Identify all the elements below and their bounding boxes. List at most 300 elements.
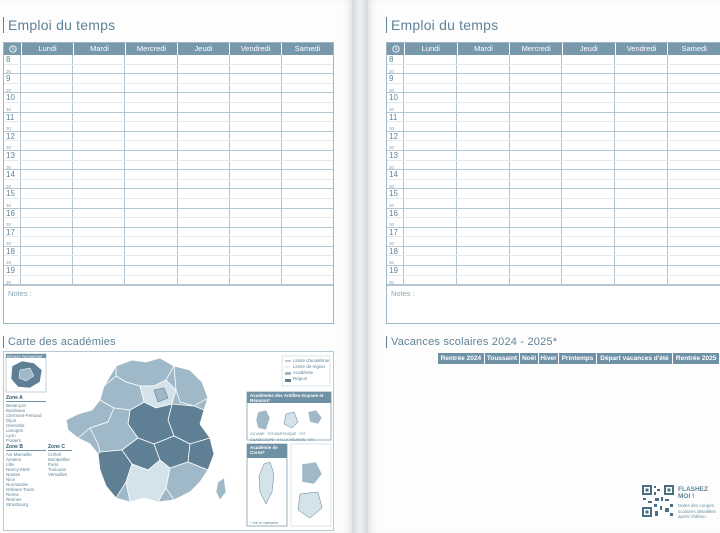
time-cell[interactable]: [21, 209, 73, 218]
time-cell[interactable]: [615, 113, 668, 122]
time-cell[interactable]: [510, 228, 563, 237]
time-cell[interactable]: [73, 170, 125, 179]
time-cell[interactable]: [21, 84, 73, 93]
time-cell[interactable]: [73, 228, 125, 237]
time-cell[interactable]: [230, 199, 282, 208]
time-cell[interactable]: [125, 256, 177, 265]
time-cell[interactable]: [73, 276, 125, 285]
time-cell[interactable]: [457, 170, 510, 179]
time-cell[interactable]: [125, 122, 177, 131]
time-cell[interactable]: [178, 228, 230, 237]
time-cell[interactable]: [282, 151, 333, 160]
time-cell[interactable]: [178, 199, 230, 208]
time-cell[interactable]: [668, 209, 720, 218]
time-cell[interactable]: [21, 151, 73, 160]
time-cell[interactable]: [510, 237, 563, 246]
time-cell[interactable]: [230, 132, 282, 141]
time-cell[interactable]: [282, 141, 333, 150]
time-cell[interactable]: [510, 256, 563, 265]
time-cell[interactable]: [230, 103, 282, 112]
time-cell[interactable]: [73, 65, 125, 74]
time-cell[interactable]: [73, 199, 125, 208]
time-cell[interactable]: [230, 218, 282, 227]
time-cell[interactable]: [230, 180, 282, 189]
time-cell[interactable]: [457, 161, 510, 170]
time-cell[interactable]: [125, 74, 177, 83]
time-cell[interactable]: [404, 256, 457, 265]
time-cell[interactable]: [615, 55, 668, 64]
time-cell[interactable]: [457, 74, 510, 83]
time-cell[interactable]: [668, 247, 720, 256]
time-cell[interactable]: [73, 161, 125, 170]
time-cell[interactable]: [615, 170, 668, 179]
time-cell[interactable]: [230, 151, 282, 160]
time-cell[interactable]: [510, 170, 563, 179]
time-cell[interactable]: [230, 113, 282, 122]
time-cell[interactable]: [125, 84, 177, 93]
time-cell[interactable]: [457, 209, 510, 218]
time-cell[interactable]: [615, 218, 668, 227]
time-cell[interactable]: [615, 132, 668, 141]
time-cell[interactable]: [282, 113, 333, 122]
time-cell[interactable]: [457, 189, 510, 198]
time-cell[interactable]: [615, 228, 668, 237]
time-cell[interactable]: [457, 122, 510, 131]
time-cell[interactable]: [178, 93, 230, 102]
time-cell[interactable]: [668, 266, 720, 275]
time-cell[interactable]: [510, 199, 563, 208]
time-cell[interactable]: [668, 237, 720, 246]
time-cell[interactable]: [457, 228, 510, 237]
time-cell[interactable]: [615, 93, 668, 102]
time-cell[interactable]: [125, 218, 177, 227]
time-cell[interactable]: [73, 132, 125, 141]
time-cell[interactable]: [404, 151, 457, 160]
time-cell[interactable]: [282, 55, 333, 64]
time-cell[interactable]: [404, 180, 457, 189]
time-cell[interactable]: [73, 247, 125, 256]
time-cell[interactable]: [404, 209, 457, 218]
time-cell[interactable]: [615, 256, 668, 265]
time-cell[interactable]: [21, 141, 73, 150]
time-cell[interactable]: [21, 113, 73, 122]
time-cell[interactable]: [615, 84, 668, 93]
time-cell[interactable]: [668, 151, 720, 160]
time-cell[interactable]: [73, 141, 125, 150]
time-cell[interactable]: [615, 266, 668, 275]
time-cell[interactable]: [562, 218, 615, 227]
time-cell[interactable]: [562, 228, 615, 237]
time-cell[interactable]: [21, 93, 73, 102]
time-cell[interactable]: [457, 199, 510, 208]
time-cell[interactable]: [282, 218, 333, 227]
time-cell[interactable]: [562, 74, 615, 83]
time-cell[interactable]: [404, 170, 457, 179]
time-cell[interactable]: [457, 276, 510, 285]
time-cell[interactable]: [668, 113, 720, 122]
time-cell[interactable]: [615, 161, 668, 170]
time-cell[interactable]: [282, 247, 333, 256]
time-cell[interactable]: [404, 189, 457, 198]
time-cell[interactable]: [282, 180, 333, 189]
time-cell[interactable]: [230, 122, 282, 131]
time-cell[interactable]: [125, 180, 177, 189]
time-cell[interactable]: [21, 65, 73, 74]
time-cell[interactable]: [125, 161, 177, 170]
day-cells: [404, 141, 720, 150]
time-cell[interactable]: [668, 161, 720, 170]
time-cell[interactable]: [21, 180, 73, 189]
time-cell[interactable]: [125, 237, 177, 246]
notes-area[interactable]: [4, 285, 333, 323]
time-cell[interactable]: [178, 170, 230, 179]
time-cell[interactable]: [510, 189, 563, 198]
time-cell[interactable]: [562, 151, 615, 160]
time-cell[interactable]: [282, 122, 333, 131]
time-cell[interactable]: [615, 237, 668, 246]
half-hour-row: [387, 84, 720, 94]
time-cell[interactable]: [510, 209, 563, 218]
time-cell[interactable]: [404, 266, 457, 275]
time-cell[interactable]: [230, 266, 282, 275]
time-cell[interactable]: [510, 141, 563, 150]
time-cell[interactable]: [457, 84, 510, 93]
time-cell[interactable]: [404, 237, 457, 246]
time-cell[interactable]: [21, 266, 73, 275]
time-cell[interactable]: [282, 209, 333, 218]
time-cell[interactable]: [510, 276, 563, 285]
time-cell[interactable]: [404, 84, 457, 93]
time-cell[interactable]: [125, 103, 177, 112]
time-cell[interactable]: [457, 266, 510, 275]
time-cell[interactable]: [282, 237, 333, 246]
time-cell[interactable]: [21, 122, 73, 131]
time-cell[interactable]: [510, 161, 563, 170]
time-cell[interactable]: [668, 180, 720, 189]
time-cell[interactable]: [562, 256, 615, 265]
time-cell[interactable]: [404, 65, 457, 74]
time-cell[interactable]: [615, 247, 668, 256]
time-cell[interactable]: [282, 189, 333, 198]
time-cell[interactable]: [404, 93, 457, 102]
time-cell[interactable]: [404, 74, 457, 83]
time-cell[interactable]: [510, 65, 563, 74]
time-cell[interactable]: [282, 266, 333, 275]
time-cell[interactable]: [282, 103, 333, 112]
time-cell[interactable]: [510, 74, 563, 83]
time-cell[interactable]: [178, 276, 230, 285]
time-cell[interactable]: [615, 151, 668, 160]
time-cell[interactable]: [457, 132, 510, 141]
time-cell[interactable]: [21, 228, 73, 237]
time-cell[interactable]: [230, 93, 282, 102]
time-cell[interactable]: [178, 113, 230, 122]
time-cell[interactable]: [562, 209, 615, 218]
time-cell[interactable]: [510, 132, 563, 141]
time-cell[interactable]: [562, 65, 615, 74]
day-header-vendredi: Vendredi: [230, 43, 282, 55]
time-cell[interactable]: [668, 276, 720, 285]
time-cell[interactable]: [562, 132, 615, 141]
time-cell[interactable]: [562, 55, 615, 64]
time-cell[interactable]: [404, 276, 457, 285]
time-cell[interactable]: [404, 103, 457, 112]
time-cell[interactable]: [510, 55, 563, 64]
time-cell[interactable]: [73, 84, 125, 93]
time-cell[interactable]: [404, 218, 457, 227]
time-cell[interactable]: [230, 161, 282, 170]
time-cell[interactable]: [73, 180, 125, 189]
time-cell[interactable]: [230, 276, 282, 285]
time-cell[interactable]: [457, 247, 510, 256]
time-cell[interactable]: [21, 237, 73, 246]
time-cell[interactable]: [562, 122, 615, 131]
time-cell[interactable]: [404, 161, 457, 170]
time-cell[interactable]: [282, 256, 333, 265]
time-cell[interactable]: [178, 256, 230, 265]
time-cell[interactable]: [404, 55, 457, 64]
time-cell[interactable]: [125, 266, 177, 275]
time-cell[interactable]: [282, 93, 333, 102]
time-cell[interactable]: [21, 276, 73, 285]
time-cell[interactable]: [73, 189, 125, 198]
time-cell[interactable]: [178, 65, 230, 74]
time-cell[interactable]: [668, 170, 720, 179]
time-cell[interactable]: [562, 93, 615, 102]
time-cell[interactable]: [230, 228, 282, 237]
time-cell[interactable]: [562, 161, 615, 170]
time-cell[interactable]: [668, 141, 720, 150]
time-cell[interactable]: [230, 209, 282, 218]
time-cell[interactable]: [404, 141, 457, 150]
time-cell[interactable]: [562, 276, 615, 285]
time-cell[interactable]: [457, 65, 510, 74]
time-cell[interactable]: [21, 199, 73, 208]
notes-area[interactable]: [387, 285, 720, 323]
time-cell[interactable]: [615, 276, 668, 285]
time-cell[interactable]: [457, 180, 510, 189]
time-cell[interactable]: [668, 122, 720, 131]
time-cell[interactable]: [73, 93, 125, 102]
time-cell[interactable]: [21, 132, 73, 141]
time-cell[interactable]: [125, 93, 177, 102]
time-cell[interactable]: [615, 103, 668, 112]
time-cell[interactable]: [73, 122, 125, 131]
time-cell[interactable]: [562, 170, 615, 179]
time-cell[interactable]: [668, 55, 720, 64]
time-cell[interactable]: [21, 256, 73, 265]
time-cell[interactable]: [230, 237, 282, 246]
time-cell[interactable]: [21, 55, 73, 64]
time-cell[interactable]: [125, 132, 177, 141]
time-cell[interactable]: [668, 218, 720, 227]
time-cell[interactable]: [282, 84, 333, 93]
time-cell[interactable]: [562, 113, 615, 122]
time-cell[interactable]: [178, 247, 230, 256]
time-cell[interactable]: [230, 84, 282, 93]
time-cell[interactable]: [178, 103, 230, 112]
time-cell[interactable]: [668, 103, 720, 112]
time-cell[interactable]: [457, 141, 510, 150]
time-cell[interactable]: [615, 65, 668, 74]
time-cell[interactable]: [21, 189, 73, 198]
time-cell[interactable]: [178, 218, 230, 227]
time-cell[interactable]: [668, 132, 720, 141]
time-cell[interactable]: [615, 180, 668, 189]
time-cell[interactable]: [668, 228, 720, 237]
time-cell[interactable]: [668, 256, 720, 265]
time-cell[interactable]: [21, 161, 73, 170]
time-cell[interactable]: [457, 103, 510, 112]
time-cell[interactable]: [21, 74, 73, 83]
list-item: Lille: [6, 462, 15, 467]
time-cell[interactable]: [457, 218, 510, 227]
time-cell[interactable]: [73, 55, 125, 64]
time-cell[interactable]: [668, 189, 720, 198]
time-cell[interactable]: [178, 122, 230, 131]
time-cell[interactable]: [21, 247, 73, 256]
time-cell[interactable]: [282, 276, 333, 285]
time-cell[interactable]: [615, 141, 668, 150]
time-cell[interactable]: [230, 247, 282, 256]
time-cell[interactable]: [404, 247, 457, 256]
time-cell[interactable]: [457, 113, 510, 122]
time-cell[interactable]: [510, 93, 563, 102]
time-cell[interactable]: [668, 199, 720, 208]
time-cell[interactable]: [562, 237, 615, 246]
time-cell[interactable]: [562, 199, 615, 208]
time-cell[interactable]: [457, 256, 510, 265]
time-cell[interactable]: [73, 151, 125, 160]
half-hour-label: [4, 199, 21, 208]
half-marker: 30: [6, 106, 12, 112]
time-cell[interactable]: [404, 199, 457, 208]
time-cell[interactable]: [178, 161, 230, 170]
time-cell[interactable]: [562, 247, 615, 256]
time-cell[interactable]: [178, 74, 230, 83]
time-cell[interactable]: [615, 122, 668, 131]
time-cell[interactable]: [510, 218, 563, 227]
time-cell[interactable]: [178, 209, 230, 218]
time-cell[interactable]: [178, 266, 230, 275]
time-cell[interactable]: [510, 247, 563, 256]
time-cell[interactable]: [282, 199, 333, 208]
time-cell[interactable]: [282, 65, 333, 74]
time-cell[interactable]: [457, 151, 510, 160]
time-cell[interactable]: [510, 84, 563, 93]
list-item: Limoges: [6, 428, 24, 433]
time-cell[interactable]: [125, 228, 177, 237]
time-cell[interactable]: [510, 122, 563, 131]
time-cell[interactable]: [562, 103, 615, 112]
time-cell[interactable]: [457, 55, 510, 64]
time-cell[interactable]: [668, 74, 720, 83]
time-cell[interactable]: [21, 218, 73, 227]
time-cell[interactable]: [178, 84, 230, 93]
time-cell[interactable]: [282, 132, 333, 141]
time-cell[interactable]: [125, 55, 177, 64]
time-cell[interactable]: [510, 103, 563, 112]
qr-code-icon[interactable]: [641, 484, 675, 518]
time-cell[interactable]: [125, 141, 177, 150]
time-cell[interactable]: [404, 122, 457, 131]
time-cell[interactable]: [178, 55, 230, 64]
hour-label: [4, 266, 21, 275]
time-cell[interactable]: [562, 180, 615, 189]
time-cell[interactable]: [178, 141, 230, 150]
time-cell[interactable]: [282, 161, 333, 170]
time-cell[interactable]: [230, 141, 282, 150]
time-cell[interactable]: [73, 113, 125, 122]
time-cell[interactable]: [230, 189, 282, 198]
time-cell[interactable]: [562, 266, 615, 275]
time-cell[interactable]: [404, 132, 457, 141]
time-cell[interactable]: [562, 141, 615, 150]
time-cell[interactable]: [282, 74, 333, 83]
time-cell[interactable]: [178, 189, 230, 198]
time-cell[interactable]: [404, 113, 457, 122]
time-cell[interactable]: [73, 237, 125, 246]
time-cell[interactable]: [73, 103, 125, 112]
time-cell[interactable]: [230, 55, 282, 64]
time-cell[interactable]: [125, 189, 177, 198]
time-cell[interactable]: [404, 228, 457, 237]
half-marker: 30: [6, 68, 12, 74]
time-cell[interactable]: [615, 74, 668, 83]
time-cell[interactable]: [125, 65, 177, 74]
time-cell[interactable]: [125, 113, 177, 122]
time-cell[interactable]: [510, 180, 563, 189]
time-cell[interactable]: [457, 237, 510, 246]
time-cell[interactable]: [125, 170, 177, 179]
time-cell[interactable]: [178, 237, 230, 246]
time-cell[interactable]: [615, 199, 668, 208]
time-cell[interactable]: [562, 189, 615, 198]
time-cell[interactable]: [510, 113, 563, 122]
time-cell[interactable]: [125, 209, 177, 218]
time-cell[interactable]: [21, 170, 73, 179]
time-cell[interactable]: [230, 65, 282, 74]
time-cell[interactable]: [178, 132, 230, 141]
time-cell[interactable]: [125, 276, 177, 285]
time-cell[interactable]: [178, 180, 230, 189]
time-cell[interactable]: [615, 209, 668, 218]
time-cell[interactable]: [230, 256, 282, 265]
time-cell[interactable]: [668, 84, 720, 93]
time-cell[interactable]: [125, 151, 177, 160]
time-cell[interactable]: [615, 189, 668, 198]
time-cell[interactable]: [73, 266, 125, 275]
time-cell[interactable]: [178, 151, 230, 160]
time-cell[interactable]: [73, 218, 125, 227]
time-cell[interactable]: [73, 209, 125, 218]
time-cell[interactable]: [562, 84, 615, 93]
time-cell[interactable]: [282, 170, 333, 179]
time-cell[interactable]: [282, 228, 333, 237]
time-cell[interactable]: [125, 247, 177, 256]
time-cell[interactable]: [73, 74, 125, 83]
time-cell[interactable]: [668, 93, 720, 102]
time-cell[interactable]: [510, 266, 563, 275]
time-cell[interactable]: [510, 151, 563, 160]
time-cell[interactable]: [125, 199, 177, 208]
time-cell[interactable]: [73, 256, 125, 265]
time-cell[interactable]: [668, 65, 720, 74]
time-cell[interactable]: [21, 103, 73, 112]
time-cell[interactable]: [457, 93, 510, 102]
time-cell[interactable]: [230, 74, 282, 83]
time-cell[interactable]: [230, 170, 282, 179]
